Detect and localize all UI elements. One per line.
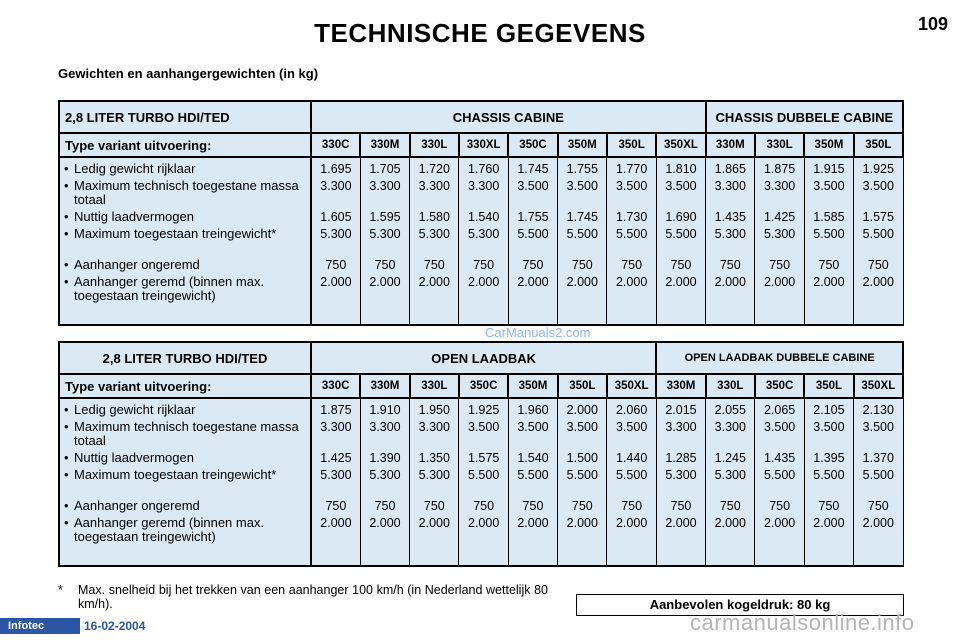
- value-cell: 3.500: [468, 420, 500, 434]
- value-cell: 2.000: [813, 275, 845, 289]
- value-cell: 5.300: [320, 227, 352, 241]
- value-cell: 3.500: [665, 179, 697, 193]
- bullet-icon: •: [64, 450, 69, 465]
- value-cell: 3.500: [862, 420, 894, 434]
- watermark-carmanualsonline: carmanualsonline.info: [690, 610, 915, 635]
- value-column: [360, 398, 409, 566]
- value-cell: 1.755: [566, 162, 598, 176]
- value-cell: 750: [473, 499, 495, 513]
- variant-header: 330M: [706, 133, 755, 157]
- value-column: [558, 157, 607, 325]
- variant-header: 350M: [558, 133, 607, 157]
- value-cell: 1.425: [320, 451, 352, 465]
- value-cell: 3.300: [418, 420, 450, 434]
- row-label: [60, 499, 310, 516]
- value-cell: 1.745: [566, 210, 598, 224]
- value-cell: 1.875: [763, 162, 796, 176]
- row-label-text: Nuttig laadvermogen: [74, 450, 194, 465]
- value-cell: 3.300: [468, 179, 500, 193]
- value-cell: 1.245: [714, 451, 746, 465]
- value-cell: 1.745: [517, 162, 549, 176]
- variant-header: 350XL: [656, 133, 705, 157]
- value-cell: 1.585: [813, 210, 845, 224]
- value-cell: 5.300: [418, 468, 450, 482]
- value-cell: 1.285: [665, 451, 697, 465]
- value-cell: 1.915: [813, 162, 845, 176]
- value-cell: 2.000: [862, 275, 894, 289]
- value-cell: 5.300: [369, 227, 401, 241]
- value-cell: 750: [670, 258, 692, 272]
- variant-header: 330L: [706, 374, 755, 398]
- variant-header: 330C: [311, 374, 360, 398]
- variant-header: 330L: [410, 374, 459, 398]
- value-cell: 1.875: [320, 403, 352, 417]
- value-cell: 750: [621, 499, 643, 513]
- value-cell: 1.950: [418, 403, 450, 417]
- value-cell: 750: [719, 258, 741, 272]
- value-column: [508, 398, 557, 566]
- value-cell: 1.435: [763, 451, 796, 465]
- value-cell: 1.730: [615, 210, 648, 224]
- variant-header: 350M: [804, 133, 853, 157]
- variant-header: 350L: [854, 133, 903, 157]
- tyre-pressure-box: Aanbevolen kogeldruk: 80 kg: [576, 594, 904, 616]
- row-label: [60, 468, 310, 499]
- value-cell: 750: [522, 499, 544, 513]
- value-cell: 750: [670, 499, 692, 513]
- value-cell: 3.500: [517, 179, 549, 193]
- value-column: [804, 398, 853, 566]
- value-column: [311, 398, 360, 566]
- variant-header: 350L: [607, 133, 656, 157]
- value-cell: 5.300: [665, 468, 697, 482]
- row-label-list: [60, 162, 310, 320]
- variant-header: 350M: [508, 374, 557, 398]
- value-cell: 5.300: [320, 468, 352, 482]
- value-cell: 1.350: [418, 451, 450, 465]
- value-cell: 1.370: [862, 451, 894, 465]
- value-cell: 1.810: [665, 162, 697, 176]
- row-label: [60, 162, 310, 179]
- value-cell: 1.925: [468, 403, 500, 417]
- data-body-row: [59, 398, 903, 566]
- value-cell: 750: [423, 499, 445, 513]
- value-cell: 1.720: [418, 162, 450, 176]
- value-cell: 750: [818, 499, 840, 513]
- value-cell: 5.300: [714, 227, 746, 241]
- value-column: [410, 398, 459, 566]
- value-cell: 750: [867, 258, 889, 272]
- bullet-icon: •: [64, 419, 69, 434]
- value-cell: 1.695: [320, 162, 352, 176]
- value-cell: 5.500: [517, 468, 549, 482]
- watermark-carmanuals: CarManuals2.com: [485, 325, 591, 340]
- bullet-icon: •: [64, 515, 69, 530]
- value-column: [459, 157, 508, 325]
- value-cell: 750: [325, 499, 347, 513]
- value-cell: 5.300: [714, 468, 746, 482]
- value-cell: 3.500: [517, 420, 549, 434]
- value-column: [459, 398, 508, 566]
- row-labels-cell: [59, 398, 311, 566]
- row-label: [60, 451, 310, 468]
- value-cell: 1.440: [615, 451, 648, 465]
- value-cell: 5.500: [813, 227, 845, 241]
- value-cell: 1.500: [566, 451, 598, 465]
- bullet-icon: •: [64, 498, 69, 513]
- value-cell: 3.500: [813, 179, 845, 193]
- row-label-text: Aanhanger geremd (binnen max. toegestaan treingewicht): [74, 274, 265, 303]
- row-label-text: Ledig gewicht rijklaar: [74, 402, 196, 417]
- variant-header: 330M: [656, 374, 705, 398]
- group-header-chassis-cabine: CHASSIS CABINE: [311, 101, 706, 133]
- value-cell: 1.540: [517, 451, 549, 465]
- variant-header-row: [59, 374, 903, 398]
- row-label: [60, 275, 310, 320]
- row-label: [60, 403, 310, 420]
- value-cell: 750: [621, 258, 643, 272]
- value-cell: 5.500: [665, 227, 697, 241]
- engine-header: 2,8 LITER TURBO HDI/TED: [59, 342, 311, 374]
- value-column: [607, 398, 656, 566]
- value-cell: 1.575: [468, 451, 500, 465]
- value-cell: 2.000: [665, 275, 697, 289]
- row-label-text: Maximum toegestaan treingewicht*: [74, 467, 277, 482]
- row-label: [60, 179, 310, 210]
- value-cell: 2.105: [813, 403, 845, 417]
- value-cell: 5.500: [468, 468, 500, 482]
- value-column: [854, 157, 903, 325]
- value-cell: 2.000: [468, 275, 500, 289]
- value-cell: 750: [473, 258, 495, 272]
- value-cell: 1.865: [714, 162, 746, 176]
- variant-header: 330L: [410, 133, 459, 157]
- value-column: [656, 157, 705, 325]
- value-cell: 2.000: [665, 516, 697, 530]
- value-cell: 5.500: [566, 227, 598, 241]
- variant-header: 350XL: [854, 374, 903, 398]
- value-cell: 2.000: [615, 516, 648, 530]
- value-cell: 5.300: [418, 227, 450, 241]
- value-cell: 750: [818, 258, 840, 272]
- variant-header: 330M: [360, 374, 409, 398]
- row-label-text: Aanhanger ongeremd: [74, 257, 200, 272]
- value-cell: 1.390: [369, 451, 401, 465]
- value-cell: 3.300: [714, 179, 746, 193]
- value-column: [410, 157, 459, 325]
- value-cell: 2.000: [714, 516, 746, 530]
- value-cell: 2.055: [714, 403, 746, 417]
- row-label-list: [60, 403, 310, 561]
- page-number: 109: [917, 14, 948, 34]
- bullet-icon: •: [64, 161, 69, 176]
- value-column: [360, 157, 409, 325]
- value-cell: 1.580: [418, 210, 450, 224]
- variant-label: Type variant uitvoering:: [59, 374, 311, 398]
- group-header-open-laadbak-dubbele-cabine: OPEN LAADBAK DUBBELE CABINE: [656, 342, 903, 374]
- print-date: 16-02-2004: [84, 619, 146, 633]
- value-cell: 750: [719, 499, 741, 513]
- value-cell: 3.500: [566, 420, 598, 434]
- value-column: [706, 157, 755, 325]
- value-cell: 1.605: [320, 210, 352, 224]
- value-cell: 750: [423, 258, 445, 272]
- value-cell: 2.000: [566, 516, 598, 530]
- variant-header: 350L: [558, 374, 607, 398]
- value-cell: 2.000: [320, 275, 352, 289]
- chassis-cabine-table: [58, 100, 904, 326]
- row-label-text: Aanhanger ongeremd: [74, 498, 200, 513]
- row-label-text: Ledig gewicht rijklaar: [74, 161, 196, 176]
- value-cell: 750: [374, 499, 396, 513]
- row-label: [60, 420, 310, 451]
- value-cell: 3.300: [320, 420, 352, 434]
- variant-header-row: [59, 133, 903, 157]
- value-cell: 1.575: [862, 210, 894, 224]
- value-cell: 2.000: [763, 516, 796, 530]
- value-cell: 2.000: [862, 516, 894, 530]
- footnote-text: Max. snelheid bij het trekken van een aanhanger 100 km/h (in Nederland wettelijk 80 km/h).: [78, 583, 548, 611]
- value-cell: 2.000: [714, 275, 746, 289]
- value-cell: 3.300: [369, 179, 401, 193]
- value-column: [508, 157, 557, 325]
- value-cell: 3.500: [813, 420, 845, 434]
- value-cell: 2.000: [615, 275, 648, 289]
- value-cell: 1.960: [517, 403, 549, 417]
- row-label: [60, 210, 310, 227]
- value-cell: 1.910: [369, 403, 401, 417]
- group-header-chassis-dubbele-cabine: CHASSIS DUBBELE CABINE: [706, 101, 903, 133]
- value-cell: 5.500: [813, 468, 845, 482]
- section-subtitle: Gewichten en aanhangergewichten (in kg): [58, 66, 319, 81]
- value-cell: 3.500: [566, 179, 598, 193]
- value-cell: 1.755: [517, 210, 549, 224]
- footnote-marker: *: [58, 583, 63, 597]
- value-cell: 2.000: [418, 516, 450, 530]
- value-cell: 1.595: [369, 210, 401, 224]
- value-column: [607, 157, 656, 325]
- value-column: [656, 398, 705, 566]
- row-label: [60, 258, 310, 275]
- value-cell: 3.500: [862, 179, 894, 193]
- value-cell: 2.015: [665, 403, 697, 417]
- value-cell: 2.000: [566, 403, 598, 417]
- value-cell: 1.690: [665, 210, 697, 224]
- row-label: [60, 516, 310, 561]
- value-cell: 5.500: [862, 227, 894, 241]
- footnote: [58, 583, 548, 611]
- value-cell: 2.000: [418, 275, 450, 289]
- value-cell: 750: [769, 499, 791, 513]
- value-cell: 750: [571, 499, 593, 513]
- value-column: [311, 157, 360, 325]
- value-cell: 5.300: [763, 227, 796, 241]
- variant-header: 350XL: [607, 374, 656, 398]
- data-body-row: [59, 157, 903, 325]
- open-laadbak-table: [58, 341, 904, 567]
- value-cell: 1.760: [468, 162, 500, 176]
- value-cell: 2.000: [517, 275, 549, 289]
- value-cell: 750: [325, 258, 347, 272]
- row-label-text: Maximum technisch toegestane massa totaal: [74, 178, 299, 207]
- value-cell: 3.500: [615, 179, 648, 193]
- value-column: [755, 157, 804, 325]
- value-cell: 1.395: [813, 451, 845, 465]
- value-cell: 3.300: [369, 420, 401, 434]
- value-column: [854, 398, 903, 566]
- value-cell: 5.500: [566, 468, 598, 482]
- value-cell: 2.130: [862, 403, 894, 417]
- value-cell: 3.300: [418, 179, 450, 193]
- value-cell: 5.300: [369, 468, 401, 482]
- variant-header: 350C: [459, 374, 508, 398]
- variant-header: 350L: [804, 374, 853, 398]
- value-cell: 1.705: [369, 162, 401, 176]
- variant-header: 330C: [311, 133, 360, 157]
- value-cell: 2.000: [566, 275, 598, 289]
- variant-label: Type variant uitvoering:: [59, 133, 311, 157]
- page-title: TECHNISCHE GEGEVENS: [314, 18, 646, 48]
- value-cell: 2.000: [369, 275, 401, 289]
- variant-header: 330L: [755, 133, 804, 157]
- bullet-icon: •: [64, 209, 69, 224]
- row-label-text: Aanhanger geremd (binnen max. toegestaan treingewicht): [74, 515, 265, 544]
- value-cell: 5.500: [517, 227, 549, 241]
- value-cell: 3.300: [714, 420, 746, 434]
- value-cell: 2.000: [320, 516, 352, 530]
- row-labels-cell: [59, 157, 311, 325]
- value-cell: 1.435: [714, 210, 746, 224]
- value-cell: 5.500: [615, 468, 648, 482]
- value-cell: 750: [374, 258, 396, 272]
- value-cell: 3.500: [763, 420, 796, 434]
- value-cell: 2.000: [763, 275, 796, 289]
- variant-header: 330XL: [459, 133, 508, 157]
- value-column: [804, 157, 853, 325]
- bullet-icon: •: [64, 178, 69, 193]
- value-cell: 3.300: [320, 179, 352, 193]
- value-cell: 750: [571, 258, 593, 272]
- row-label: [60, 227, 310, 258]
- value-cell: 3.300: [665, 420, 697, 434]
- bullet-icon: •: [64, 467, 69, 482]
- row-label-text: Maximum toegestaan treingewicht*: [74, 226, 277, 241]
- variant-header: 330M: [360, 133, 409, 157]
- value-cell: 1.540: [468, 210, 500, 224]
- value-cell: 2.000: [369, 516, 401, 530]
- value-cell: 1.925: [862, 162, 894, 176]
- value-column: [706, 398, 755, 566]
- value-cell: 5.500: [615, 227, 648, 241]
- value-cell: 3.500: [615, 420, 648, 434]
- bullet-icon: •: [64, 274, 69, 289]
- group-header-open-laadbak: OPEN LAADBAK: [311, 342, 656, 374]
- brand-logo: Infotec: [0, 618, 80, 634]
- value-cell: 2.000: [468, 516, 500, 530]
- row-label-text: Nuttig laadvermogen: [74, 209, 194, 224]
- value-cell: 3.300: [763, 179, 796, 193]
- bullet-icon: •: [64, 226, 69, 241]
- variant-header: 350C: [508, 133, 557, 157]
- bullet-icon: •: [64, 402, 69, 417]
- value-cell: 750: [769, 258, 791, 272]
- row-label-text: Maximum technisch toegestane massa totaal: [74, 419, 299, 448]
- value-cell: 1.770: [615, 162, 648, 176]
- value-cell: 5.500: [862, 468, 894, 482]
- value-column: [558, 398, 607, 566]
- value-cell: 750: [867, 499, 889, 513]
- value-column: [755, 398, 804, 566]
- value-cell: 5.300: [468, 227, 500, 241]
- value-cell: 2.000: [517, 516, 549, 530]
- value-cell: 2.065: [763, 403, 796, 417]
- variant-header: 350C: [755, 374, 804, 398]
- value-cell: 1.425: [763, 210, 796, 224]
- value-cell: 5.500: [763, 468, 796, 482]
- value-cell: 2.000: [813, 516, 845, 530]
- bullet-icon: •: [64, 257, 69, 272]
- value-cell: 2.060: [615, 403, 648, 417]
- engine-header: 2,8 LITER TURBO HDI/TED: [59, 101, 311, 133]
- value-cell: 750: [522, 258, 544, 272]
